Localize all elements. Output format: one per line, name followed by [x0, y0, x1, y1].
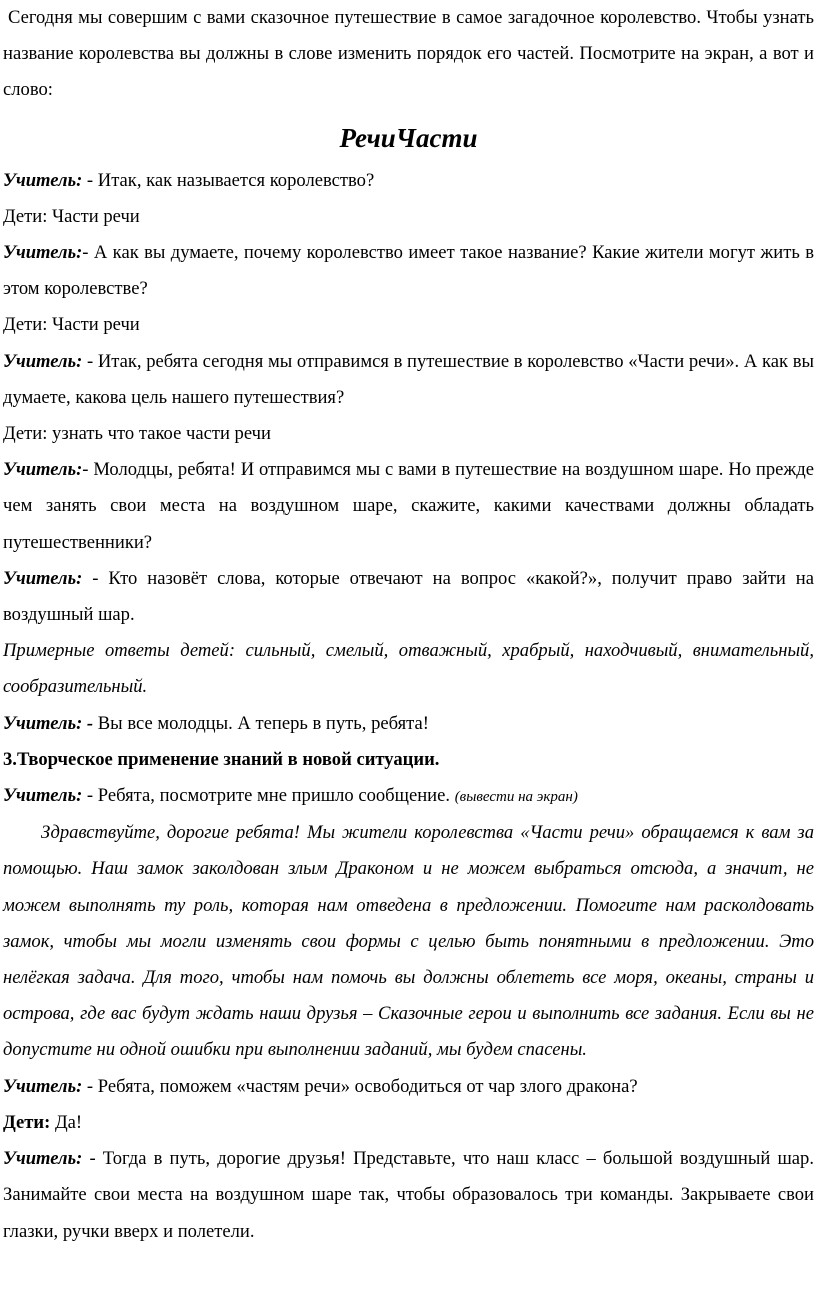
- speaker-teacher: Учитель:: [3, 169, 83, 191]
- line-text: - Кто назовёт слова, которые отвечают на вопрос «какой?», получит право зайти на воздушный шар.: [3, 567, 814, 626]
- dialogue-line-7: [3, 452, 814, 561]
- line-text: - Ребята, посмотрите мне пришло сообщение.: [82, 785, 451, 807]
- line-text: - Ребята, поможем «частям речи» освободиться от чар злого дракона?: [82, 1075, 638, 1097]
- dialogue-line-5: [3, 344, 814, 416]
- dialogue-line-1: [3, 163, 814, 199]
- section-heading: 3.Творческое применение знаний в новой ситуации.: [3, 748, 440, 770]
- kingdom-word: РечиЧасти: [339, 122, 478, 153]
- dialogue-line-12: [3, 1069, 814, 1105]
- speaker-teacher: Учитель:: [3, 1075, 83, 1097]
- line-text: - Тогда в путь, дорогие друзья! Представьте, что наш класс – большой воздушный шар. Занимайте свои места на воздушном шаре так, чтобы образовалось три команды. Закрываете свои глазки, ручки вверх и полетели.: [3, 1148, 814, 1242]
- letter-message: Здравствуйте, дорогие ребята! Мы жители королевства «Части речи» обращаемся к вам за помощью. Наш замок заколдован злым Драконом и не можем выбраться отсюда, а значит, не можем выполнять ту роль, которая нам отведена в предложении. Помогите нам расколдовать замок, чтобы мы могли изменять свои формы с целью быть понятными в предложении. Это нелёгкая задача. Для того, чтобы нам помочь вы должны облететь все моря, океаны, страны и острова, где вас будут ждать наши друзья – Сказочные герои и выполнить все задания. Если вы не допустите ни одной ошибки при выполнении заданий, мы будем спасены.: [3, 822, 814, 1061]
- speaker-teacher: Учитель:: [3, 567, 83, 589]
- line-text: - Молодцы, ребята! И отправимся мы с вами в путешествие на воздушном шаре. Но прежде чем занять свои места на воздушном шаре, скажите, какими качествами должны обладать путешественники?: [3, 459, 814, 553]
- speaker-teacher: Учитель:: [3, 785, 83, 807]
- dialogue-line-6: Дети: узнать что такое части речи: [3, 423, 271, 445]
- dialogue-line-2: Дети: Части речи: [3, 205, 140, 227]
- dialogue-line-10: [3, 706, 814, 742]
- dialogue-line-8: [3, 561, 814, 633]
- dialogue-line-13: [3, 1105, 814, 1141]
- speaker-teacher: Учитель:: [3, 242, 83, 264]
- line-text: Вы все молодцы. А теперь в путь, ребята!: [93, 712, 429, 734]
- line-text: - Итак, ребята сегодня мы отправимся в путешествие в королевство «Части речи». А как вы думаете, какова цель нашего путешествия?: [3, 350, 814, 408]
- dialogue-line-3: [3, 235, 814, 307]
- speaker-teacher: Учитель:: [3, 350, 83, 372]
- speaker-teacher: Учитель: -: [3, 712, 94, 734]
- stage-note: (вывести на экран): [454, 789, 578, 806]
- intro-paragraph: Сегодня мы совершим с вами сказочное путешествие в самое загадочное королевство. Чтобы узнать название королевства вы должны в слове изменить порядок его частей. Посмотрите на экран, а вот и слово:: [3, 7, 814, 101]
- speaker-teacher: Учитель:: [3, 459, 83, 481]
- line-text: - Итак, как называется королевство?: [82, 169, 375, 191]
- line-text: - А как вы думаете, почему королевство имеет такое название? Какие жители могут жить в этом королевстве?: [3, 242, 814, 300]
- dialogue-line-14: [3, 1141, 814, 1250]
- speaker-teacher: Учитель:: [3, 1148, 83, 1170]
- sample-answers: Примерные ответы детей: сильный, смелый, отважный, храбрый, находчивый, внимательный, сообразительный.: [3, 640, 814, 698]
- speaker-children: Дети:: [3, 1111, 51, 1133]
- dialogue-line-4: Дети: Части речи: [3, 314, 140, 336]
- dialogue-line-11: [3, 778, 814, 815]
- line-text: Да!: [50, 1111, 83, 1133]
